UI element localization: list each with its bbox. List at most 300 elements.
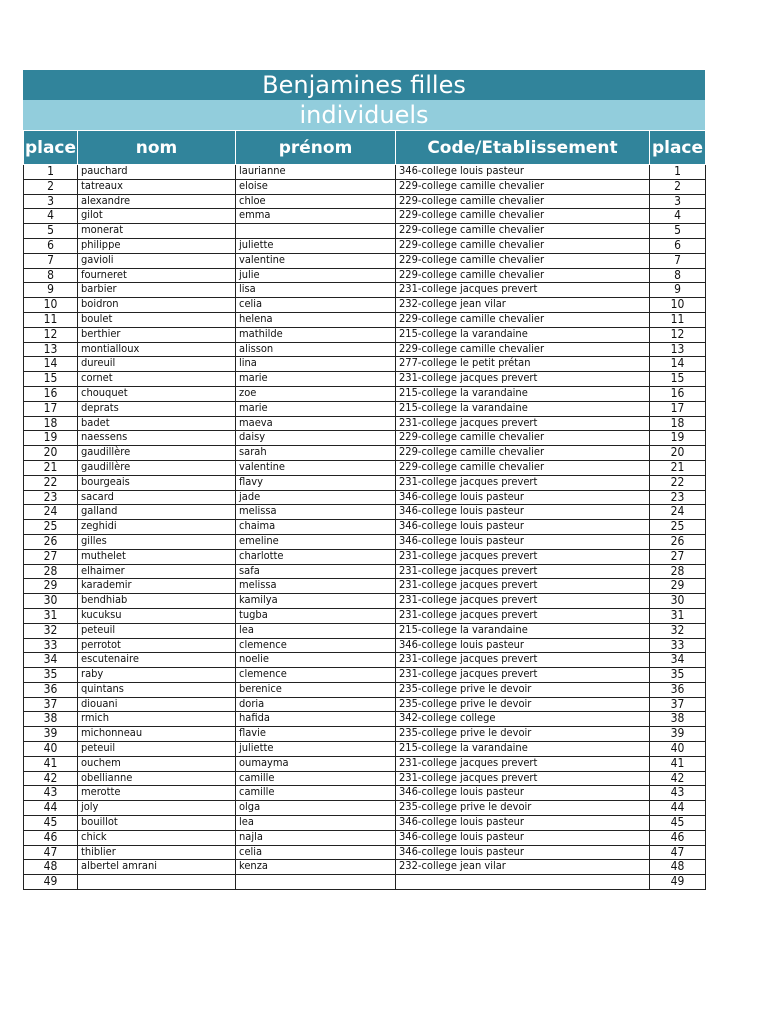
code-cell: 346-college louis pasteur <box>396 490 650 505</box>
prenom-cell: celia <box>236 845 396 860</box>
results-table <box>23 130 706 890</box>
place-cell: 5 <box>24 224 78 239</box>
place-right-cell: 6 <box>650 238 706 253</box>
place-cell: 39 <box>24 727 78 742</box>
place-cell: 13 <box>24 342 78 357</box>
table-row <box>24 401 706 416</box>
place-cell: 36 <box>24 682 78 697</box>
nom-cell: bendhiab <box>78 594 236 609</box>
place-cell: 28 <box>24 564 78 579</box>
place-right-cell: 45 <box>650 816 706 831</box>
place-right-cell: 43 <box>650 786 706 801</box>
place-right-cell: 37 <box>650 697 706 712</box>
table-row <box>24 771 706 786</box>
place-right-cell: 12 <box>650 327 706 342</box>
place-cell: 18 <box>24 416 78 431</box>
place-cell: 37 <box>24 697 78 712</box>
table-row <box>24 786 706 801</box>
prenom-cell: sarah <box>236 446 396 461</box>
place-right-cell: 31 <box>650 608 706 623</box>
nom-cell: albertel amrani <box>78 860 236 875</box>
prenom-cell: lisa <box>236 283 396 298</box>
place-cell: 43 <box>24 786 78 801</box>
nom-cell: pauchard <box>78 165 236 180</box>
code-cell: 229-college camille chevalier <box>396 268 650 283</box>
table-row <box>24 446 706 461</box>
table-header-row <box>24 131 706 165</box>
code-cell: 231-college jacques prevert <box>396 416 650 431</box>
prenom-cell: celia <box>236 298 396 313</box>
table-row <box>24 372 706 387</box>
table-row <box>24 520 706 535</box>
place-cell: 45 <box>24 816 78 831</box>
prenom-cell: hafida <box>236 712 396 727</box>
place-cell: 33 <box>24 638 78 653</box>
place-right-cell: 7 <box>650 253 706 268</box>
table-row <box>24 194 706 209</box>
nom-cell: bouillot <box>78 816 236 831</box>
prenom-cell: juliette <box>236 238 396 253</box>
nom-cell: montialloux <box>78 342 236 357</box>
table-row <box>24 475 706 490</box>
table-row <box>24 682 706 697</box>
code-cell: 232-college jean vilar <box>396 860 650 875</box>
place-cell: 23 <box>24 490 78 505</box>
nom-cell: escutenaire <box>78 653 236 668</box>
code-cell: 215-college la varandaine <box>396 623 650 638</box>
prenom-cell: marie <box>236 372 396 387</box>
nom-cell: cornet <box>78 372 236 387</box>
nom-cell: gilles <box>78 534 236 549</box>
code-cell: 346-college louis pasteur <box>396 638 650 653</box>
place-cell: 47 <box>24 845 78 860</box>
nom-cell: badet <box>78 416 236 431</box>
code-cell: 346-college louis pasteur <box>396 845 650 860</box>
place-cell: 7 <box>24 253 78 268</box>
code-cell: 346-college louis pasteur <box>396 816 650 831</box>
prenom-cell: juliette <box>236 742 396 757</box>
place-right-cell: 20 <box>650 446 706 461</box>
code-cell: 346-college louis pasteur <box>396 505 650 520</box>
code-cell: 346-college louis pasteur <box>396 534 650 549</box>
prenom-cell: flavie <box>236 727 396 742</box>
place-cell: 17 <box>24 401 78 416</box>
nom-cell: merotte <box>78 786 236 801</box>
place-cell: 10 <box>24 298 78 313</box>
prenom-cell: daisy <box>236 431 396 446</box>
table-row <box>24 697 706 712</box>
prenom-cell: charlotte <box>236 549 396 564</box>
table-row <box>24 298 706 313</box>
column-header-place-right: place <box>650 131 706 165</box>
place-cell: 48 <box>24 860 78 875</box>
table-row <box>24 816 706 831</box>
nom-cell: elhaimer <box>78 564 236 579</box>
prenom-cell: laurianne <box>236 165 396 180</box>
nom-cell: thiblier <box>78 845 236 860</box>
place-cell: 1 <box>24 165 78 180</box>
place-right-cell: 22 <box>650 475 706 490</box>
nom-cell: chouquet <box>78 386 236 401</box>
code-cell: 229-college camille chevalier <box>396 224 650 239</box>
table-row <box>24 638 706 653</box>
place-right-cell: 14 <box>650 357 706 372</box>
place-right-cell: 44 <box>650 801 706 816</box>
code-cell: 229-college camille chevalier <box>396 446 650 461</box>
nom-cell: fourneret <box>78 268 236 283</box>
table-row <box>24 505 706 520</box>
code-cell: 346-college louis pasteur <box>396 165 650 180</box>
table-row <box>24 416 706 431</box>
code-cell: 342-college college <box>396 712 650 727</box>
place-right-cell: 33 <box>650 638 706 653</box>
prenom-cell: oumayma <box>236 756 396 771</box>
prenom-cell: kenza <box>236 860 396 875</box>
table-row <box>24 327 706 342</box>
code-cell: 215-college la varandaine <box>396 327 650 342</box>
place-right-cell: 30 <box>650 594 706 609</box>
table-row <box>24 845 706 860</box>
table-row <box>24 608 706 623</box>
prenom-cell: julie <box>236 268 396 283</box>
prenom-cell: kamilya <box>236 594 396 609</box>
prenom-cell: eloise <box>236 179 396 194</box>
nom-cell: tatreaux <box>78 179 236 194</box>
place-right-cell: 17 <box>650 401 706 416</box>
place-cell: 38 <box>24 712 78 727</box>
place-right-cell: 29 <box>650 579 706 594</box>
table-row <box>24 431 706 446</box>
place-right-cell: 28 <box>650 564 706 579</box>
place-cell: 22 <box>24 475 78 490</box>
place-cell: 46 <box>24 830 78 845</box>
place-right-cell: 16 <box>650 386 706 401</box>
prenom-cell: melissa <box>236 579 396 594</box>
place-right-cell: 36 <box>650 682 706 697</box>
code-cell: 346-college louis pasteur <box>396 786 650 801</box>
code-cell: 235-college prive le devoir <box>396 801 650 816</box>
place-cell: 29 <box>24 579 78 594</box>
prenom-cell: doria <box>236 697 396 712</box>
code-cell: 229-college camille chevalier <box>396 179 650 194</box>
prenom-cell: tugba <box>236 608 396 623</box>
column-header-nom: nom <box>78 131 236 165</box>
code-cell: 231-college jacques prevert <box>396 594 650 609</box>
table-row <box>24 312 706 327</box>
place-cell: 21 <box>24 460 78 475</box>
nom-cell: berthier <box>78 327 236 342</box>
place-cell: 14 <box>24 357 78 372</box>
code-cell: 235-college prive le devoir <box>396 682 650 697</box>
place-cell: 27 <box>24 549 78 564</box>
nom-cell: naessens <box>78 431 236 446</box>
table-row <box>24 357 706 372</box>
code-cell: 235-college prive le devoir <box>396 697 650 712</box>
code-cell: 215-college la varandaine <box>396 742 650 757</box>
place-right-cell: 47 <box>650 845 706 860</box>
place-right-cell: 41 <box>650 756 706 771</box>
prenom-cell: camille <box>236 771 396 786</box>
table-row <box>24 668 706 683</box>
nom-cell <box>78 875 236 890</box>
place-right-cell: 8 <box>650 268 706 283</box>
place-cell: 49 <box>24 875 78 890</box>
table-row <box>24 564 706 579</box>
place-cell: 42 <box>24 771 78 786</box>
nom-cell: barbier <box>78 283 236 298</box>
place-right-cell: 1 <box>650 165 706 180</box>
nom-cell: kucuksu <box>78 608 236 623</box>
column-header-code: Code/Etablissement <box>396 131 650 165</box>
table-row <box>24 727 706 742</box>
code-cell: 229-college camille chevalier <box>396 431 650 446</box>
table-row <box>24 386 706 401</box>
place-right-cell: 42 <box>650 771 706 786</box>
place-right-cell: 21 <box>650 460 706 475</box>
nom-cell: karademir <box>78 579 236 594</box>
place-right-cell: 48 <box>650 860 706 875</box>
place-right-cell: 15 <box>650 372 706 387</box>
prenom-cell: chaima <box>236 520 396 535</box>
place-right-cell: 2 <box>650 179 706 194</box>
code-cell: 231-college jacques prevert <box>396 608 650 623</box>
place-right-cell: 38 <box>650 712 706 727</box>
nom-cell: gaudillère <box>78 460 236 475</box>
code-cell: 215-college la varandaine <box>396 386 650 401</box>
prenom-cell: noelie <box>236 653 396 668</box>
nom-cell: joly <box>78 801 236 816</box>
place-cell: 11 <box>24 312 78 327</box>
table-row <box>24 179 706 194</box>
table-row <box>24 549 706 564</box>
code-cell: 232-college jean vilar <box>396 298 650 313</box>
table-row <box>24 209 706 224</box>
table-row <box>24 756 706 771</box>
place-cell: 32 <box>24 623 78 638</box>
table-row <box>24 283 706 298</box>
place-right-cell: 34 <box>650 653 706 668</box>
table-row <box>24 653 706 668</box>
table-row <box>24 579 706 594</box>
nom-cell: monerat <box>78 224 236 239</box>
prenom-cell: lina <box>236 357 396 372</box>
table-row <box>24 534 706 549</box>
code-cell: 235-college prive le devoir <box>396 727 650 742</box>
table-row <box>24 875 706 890</box>
table-row <box>24 594 706 609</box>
nom-cell: gaudillère <box>78 446 236 461</box>
place-cell: 31 <box>24 608 78 623</box>
place-cell: 40 <box>24 742 78 757</box>
nom-cell: galland <box>78 505 236 520</box>
code-cell: 229-college camille chevalier <box>396 238 650 253</box>
code-cell: 229-college camille chevalier <box>396 342 650 357</box>
table-row <box>24 860 706 875</box>
code-cell: 231-college jacques prevert <box>396 579 650 594</box>
place-right-cell: 11 <box>650 312 706 327</box>
nom-cell: raby <box>78 668 236 683</box>
place-cell: 26 <box>24 534 78 549</box>
nom-cell: obellianne <box>78 771 236 786</box>
prenom-cell <box>236 224 396 239</box>
table-row <box>24 224 706 239</box>
nom-cell: ouchem <box>78 756 236 771</box>
place-right-cell: 40 <box>650 742 706 757</box>
place-right-cell: 23 <box>650 490 706 505</box>
place-right-cell: 5 <box>650 224 706 239</box>
nom-cell: alexandre <box>78 194 236 209</box>
sheet-subtitle: individuels <box>23 100 705 130</box>
table-row <box>24 712 706 727</box>
place-right-cell: 46 <box>650 830 706 845</box>
nom-cell: dureuil <box>78 357 236 372</box>
place-cell: 8 <box>24 268 78 283</box>
place-right-cell: 18 <box>650 416 706 431</box>
code-cell: 229-college camille chevalier <box>396 312 650 327</box>
place-cell: 6 <box>24 238 78 253</box>
code-cell: 215-college la varandaine <box>396 401 650 416</box>
place-right-cell: 19 <box>650 431 706 446</box>
place-right-cell: 3 <box>650 194 706 209</box>
code-cell <box>396 875 650 890</box>
code-cell: 346-college louis pasteur <box>396 520 650 535</box>
table-row <box>24 238 706 253</box>
table-row <box>24 830 706 845</box>
place-cell: 16 <box>24 386 78 401</box>
sheet-title: Benjamines filles <box>23 70 705 100</box>
place-right-cell: 25 <box>650 520 706 535</box>
code-cell: 231-college jacques prevert <box>396 653 650 668</box>
nom-cell: rmich <box>78 712 236 727</box>
results-sheet <box>23 70 705 890</box>
nom-cell: deprats <box>78 401 236 416</box>
place-right-cell: 26 <box>650 534 706 549</box>
code-cell: 231-college jacques prevert <box>396 564 650 579</box>
table-body <box>24 165 706 890</box>
table-row <box>24 490 706 505</box>
place-cell: 20 <box>24 446 78 461</box>
nom-cell: michonneau <box>78 727 236 742</box>
place-cell: 15 <box>24 372 78 387</box>
code-cell: 231-college jacques prevert <box>396 668 650 683</box>
prenom-cell <box>236 875 396 890</box>
prenom-cell: chloe <box>236 194 396 209</box>
nom-cell: peteuil <box>78 742 236 757</box>
prenom-cell: berenice <box>236 682 396 697</box>
code-cell: 229-college camille chevalier <box>396 460 650 475</box>
place-cell: 3 <box>24 194 78 209</box>
nom-cell: philippe <box>78 238 236 253</box>
nom-cell: peteuil <box>78 623 236 638</box>
place-right-cell: 35 <box>650 668 706 683</box>
code-cell: 229-college camille chevalier <box>396 253 650 268</box>
code-cell: 277-college le petit prétan <box>396 357 650 372</box>
nom-cell: zeghidi <box>78 520 236 535</box>
place-right-cell: 10 <box>650 298 706 313</box>
prenom-cell: jade <box>236 490 396 505</box>
nom-cell: quintans <box>78 682 236 697</box>
prenom-cell: valentine <box>236 253 396 268</box>
prenom-cell: safa <box>236 564 396 579</box>
nom-cell: boidron <box>78 298 236 313</box>
place-cell: 30 <box>24 594 78 609</box>
place-cell: 9 <box>24 283 78 298</box>
nom-cell: diouani <box>78 697 236 712</box>
nom-cell: gavioli <box>78 253 236 268</box>
prenom-cell: flavy <box>236 475 396 490</box>
code-cell: 229-college camille chevalier <box>396 209 650 224</box>
column-header-place: place <box>24 131 78 165</box>
place-cell: 2 <box>24 179 78 194</box>
table-row <box>24 623 706 638</box>
table-row <box>24 253 706 268</box>
place-right-cell: 4 <box>650 209 706 224</box>
prenom-cell: mathilde <box>236 327 396 342</box>
place-cell: 44 <box>24 801 78 816</box>
nom-cell: chick <box>78 830 236 845</box>
table-row <box>24 460 706 475</box>
code-cell: 231-college jacques prevert <box>396 372 650 387</box>
code-cell: 229-college camille chevalier <box>396 194 650 209</box>
place-cell: 41 <box>24 756 78 771</box>
place-cell: 19 <box>24 431 78 446</box>
prenom-cell: marie <box>236 401 396 416</box>
prenom-cell: clemence <box>236 668 396 683</box>
place-cell: 12 <box>24 327 78 342</box>
place-right-cell: 9 <box>650 283 706 298</box>
place-right-cell: 39 <box>650 727 706 742</box>
prenom-cell: lea <box>236 816 396 831</box>
table-row <box>24 742 706 757</box>
place-cell: 4 <box>24 209 78 224</box>
code-cell: 231-college jacques prevert <box>396 549 650 564</box>
prenom-cell: valentine <box>236 460 396 475</box>
code-cell: 346-college louis pasteur <box>396 830 650 845</box>
place-right-cell: 49 <box>650 875 706 890</box>
prenom-cell: zoe <box>236 386 396 401</box>
nom-cell: perrotot <box>78 638 236 653</box>
prenom-cell: najla <box>236 830 396 845</box>
place-right-cell: 13 <box>650 342 706 357</box>
code-cell: 231-college jacques prevert <box>396 283 650 298</box>
nom-cell: muthelet <box>78 549 236 564</box>
table-row <box>24 342 706 357</box>
place-cell: 34 <box>24 653 78 668</box>
table-row <box>24 801 706 816</box>
place-right-cell: 24 <box>650 505 706 520</box>
code-cell: 231-college jacques prevert <box>396 771 650 786</box>
prenom-cell: lea <box>236 623 396 638</box>
column-header-prenom: prénom <box>236 131 396 165</box>
table-row <box>24 165 706 180</box>
prenom-cell: camille <box>236 786 396 801</box>
nom-cell: boulet <box>78 312 236 327</box>
prenom-cell: melissa <box>236 505 396 520</box>
prenom-cell: clemence <box>236 638 396 653</box>
prenom-cell: olga <box>236 801 396 816</box>
place-right-cell: 32 <box>650 623 706 638</box>
place-cell: 24 <box>24 505 78 520</box>
code-cell: 231-college jacques prevert <box>396 475 650 490</box>
table-row <box>24 268 706 283</box>
prenom-cell: emma <box>236 209 396 224</box>
prenom-cell: maeva <box>236 416 396 431</box>
place-right-cell: 27 <box>650 549 706 564</box>
prenom-cell: helena <box>236 312 396 327</box>
nom-cell: gilot <box>78 209 236 224</box>
nom-cell: bourgeais <box>78 475 236 490</box>
prenom-cell: alisson <box>236 342 396 357</box>
